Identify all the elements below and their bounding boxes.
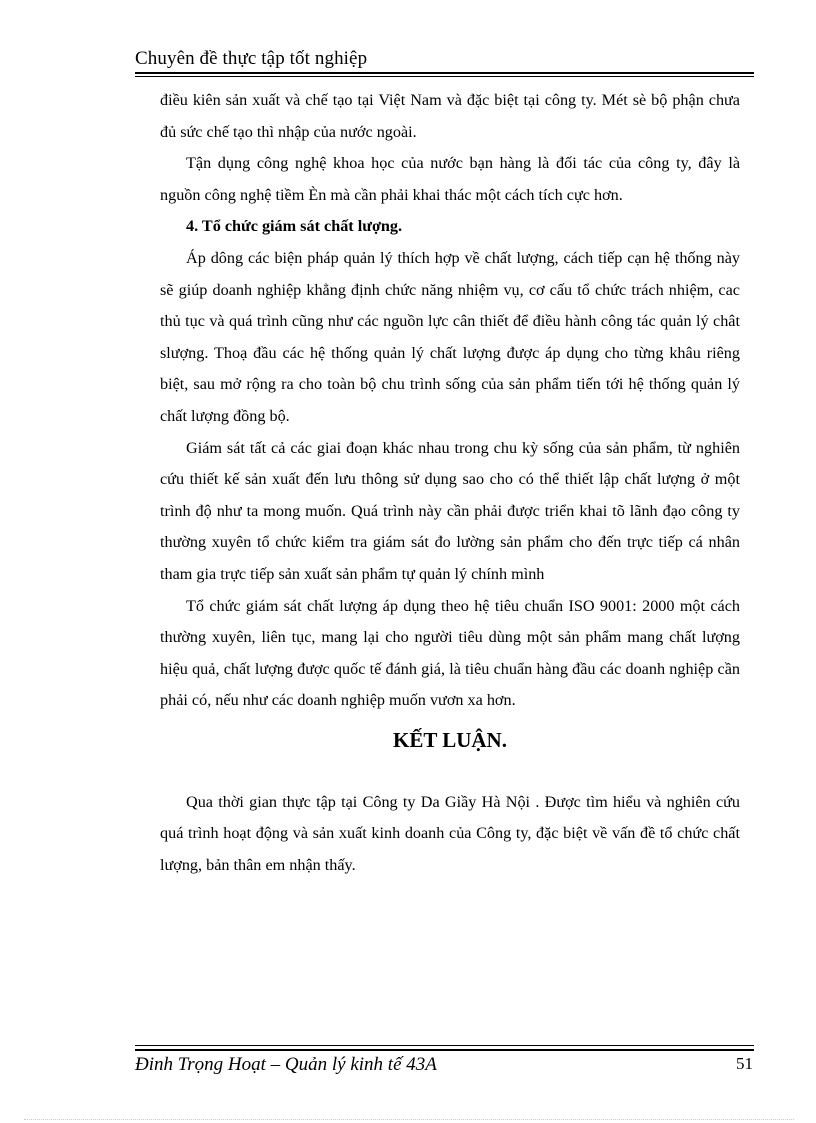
header-rule-bottom [135, 76, 754, 77]
page-header-title: Chuyên đề thực tập tốt nghiệp [135, 48, 368, 69]
paragraph-conclusion: Qua thời gian thực tập tại Công ty Da Giầy Hà Nội . Được tìm hiểu và nghiên cứu quá trình hoạt động và sản xuất kinh doanh của Công ty, đặc biệt về vấn đề tổ chức chất lượng, bản thân em nhận thấy. [160, 792, 740, 875]
footer-rule-top [135, 1045, 754, 1046]
header-rule-top [135, 72, 754, 74]
paragraph-technology: Tận dụng công nghệ khoa học của nước bạn hàng là đối tác của công ty, đây là nguồn công nghệ tiềm Èn mà cần phải khai thác một cách tích cực hơn. [160, 154, 740, 204]
conclusion-title: KẾT LUẬN. [393, 727, 507, 752]
section-heading: 4. Tổ chức giám sát chất lượng. [186, 217, 403, 236]
paragraph-continuation: điều kiên sản xuất và chế tạo tại Việt Nam và đặc biệt tại công ty. Mét sè bộ phận chưa đủ sức chế tạo thì nhập của nước ngoài. [160, 91, 740, 141]
document-body [160, 85, 740, 882]
footer-author: Đinh Trọng Hoạt – Quản lý kinh tế 43A [135, 1054, 437, 1075]
paragraph-supervision: Giám sát tất cả các giai đoạn khác nhau trong chu kỳ sống của sản phẩm, từ nghiên cứu thiết kế sản xuất đến lưu thông sử dụng sao cho có thể thiết lập chất lượng ở một trình độ như ta mong muốn. Quá trình này cần phải được triển khai tõ lãnh đạo công ty thường xuyên tổ chức kiểm tra giám sát đo lường sản phẩm cho đến trực tiếp cá nhân tham gia trực tiếp sản xuất sản phẩm tự quản lý chính mình [160, 438, 740, 583]
page-edge-dots [24, 1119, 794, 1120]
page-number: 51 [736, 1054, 753, 1073]
paragraph-quality-management: Áp dông các biện pháp quản lý thích hợp về chất lượng, cách tiếp cạn hệ thống này sẽ giúp doanh nghiệp khẳng định chức năng nhiệm vụ, cơ cấu tổ chức trách nhiệm, cac thủ tục và quá trình cũng như các nguồn lực cân thiết để điều hành công tác quản lý chât slượng. Thoạ đầu các hệ thống quản lý chất lượng được áp dụng cho từng khâu riêng biệt, sau mở rộng ra cho toàn bộ chu trình sống của sản phẩm tiến tới hệ thống quản lý chất lượng đồng bộ. [160, 248, 740, 425]
footer-rule-bottom [135, 1049, 754, 1051]
paragraph-iso: Tổ chức giám sát chất lượng áp dụng theo hệ tiêu chuẩn ISO 9001: 2000 một cách thường xuyên, liên tục, mang lại cho người tiêu dùng một sản phẩm mang chất lượng hiệu quả, chất lượng được quốc tế đánh giá, là tiêu chuẩn hàng đầu các doanh nghiệp cần phải có, nếu như các doanh nghiệp muốn vươn xa hơn. [160, 596, 740, 710]
